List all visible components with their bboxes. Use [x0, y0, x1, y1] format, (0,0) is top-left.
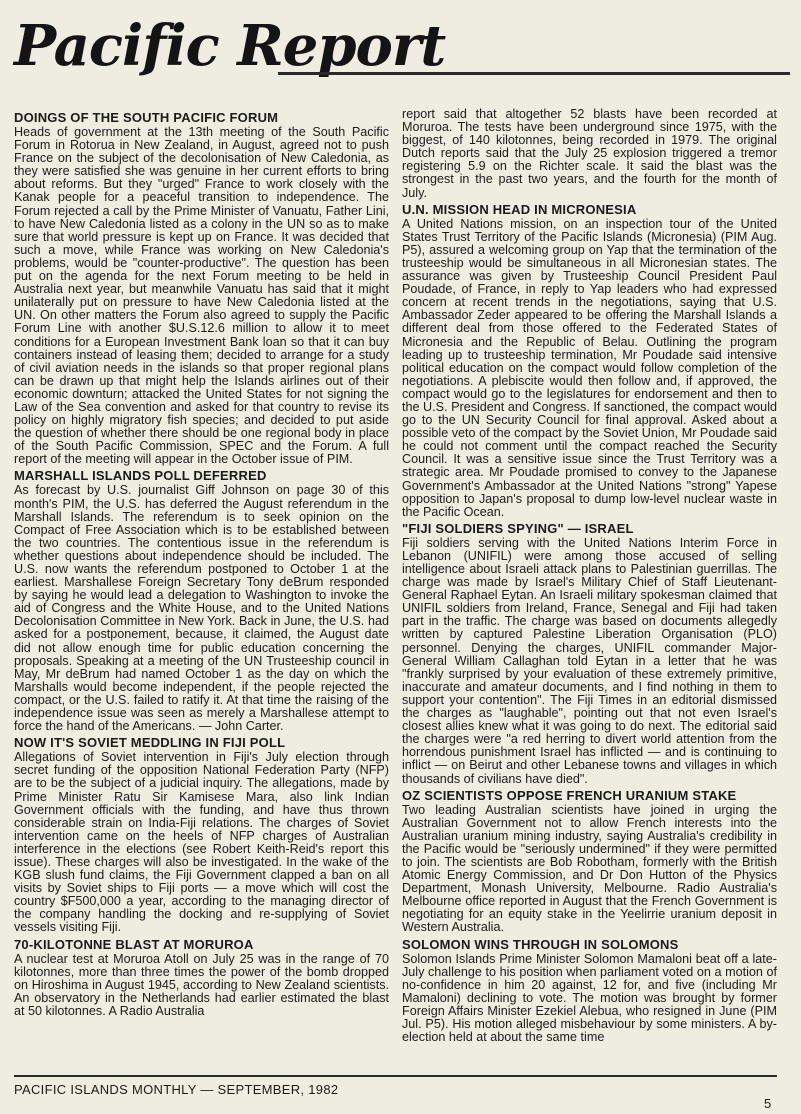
article-headline: U.N. MISSION HEAD IN MICRONESIA	[402, 201, 637, 217]
article-body	[14, 484, 389, 733]
masthead-rule	[278, 72, 790, 75]
article-body	[14, 953, 389, 1018]
right-column	[402, 108, 777, 1066]
article-body	[402, 218, 777, 519]
article-paragraph: Solomon Islands Prime Minister Solomon Mamaloni beat off a late-July challenge to his position when parliament voted on a motion of no-confidence in him 20 against, 12 for, and five (including Mr Mamaloni) declining to vote. The motion was brought by former Foreign Affairs Minister Ezekiel Alebua, who resigned in June (PIM Jul. P5). His motion alleged misbehaviour by some ministers. A by-election held at about the same time	[402, 951, 777, 1045]
article-headline: DOINGS OF THE SOUTH PACIFIC FORUM	[14, 110, 279, 125]
masthead	[10, 12, 790, 102]
article-paragraph: Fiji soldiers serving with the United Nations Interim Force in Lebanon (UNIFIL) were among those accused of selling intelligence about Israeli attack plans to Palestinian guerrillas. The charge was made by Israel's Military Chief of Staff Lieutenant-General Raphael Eytan. An Israeli military spokesman claimed that UNIFIL soldiers from Ireland, France, Senegal and Fiji had taken part in the traffic. The charge was based on documents allegedly written by captured Palestine Liberation Organisation (PLO) personnel. Denying the charges, UNIFIL commander Major-General William Callaghan told Eytan in a letter that he was "frankly surprised by your evaluation of these extremely primitive, inaccurate and amateur documents, and I find nothing in them to support your contention". The Fiji Times in an editorial dismissed the charges as "laughable", pointing out that not even Israel's closest allies knew what it was going to do next. The editorial said the charges were "a red herring to divert world attention from the horrendous punishment Israel has inflicted — and is continuing to inflict — on Beirut and other Lebanese towns and villages in which thousands of civilians have died".	[402, 535, 777, 786]
article	[14, 469, 389, 733]
left-column	[14, 108, 389, 1066]
footer-publication: PACIFIC ISLANDS MONTHLY — SEPTEMBER, 1982	[14, 1082, 339, 1097]
article	[402, 938, 777, 1045]
article	[14, 938, 389, 1018]
article	[402, 203, 777, 519]
article-paragraph: Heads of government at the 13th meeting of the South Pacific Forum in Rotorua in New Zealand, in August, agreed not to push France on the subject of the decolonisation of New Caledonia, as they were satisfied she was genuine in her current efforts to bring about reforms. But they "urged" France to work closely with the Kanak people for a peaceful transition to independence. The Forum rejected a call by the Prime Minister of Vanuatu, Father Lini, to have New Caledonia listed as a colony in the UN so as to make sure that world pressure is kept up on France. It was decided that such a move, while France was working on New Caledonia's problems, would be "counter-productive". The question has been put on the agenda for the next Forum meeting to be held in Australia next year, but meanwhile Vanuatu has said that it might unilaterally put on pressure to have New Caledonia listed at the UN. On other matters the Forum also agreed to supply the Pacific Forum Line with another $U.S.12.6 million to allow it to meet conditions for a European Investment Bank loan so that it can buy containers instead of leasing them; decided to arrange for a study of civil aviation needs in the islands so that proper regional plans can be drawn up that might help the Islands airlines out of their economic downturn; attacked the United States for not signing the Law of the Sea convention and asked for that country to revise its policy on highly migratory fish species; and decided to put aside the question of whether there should be one regional body in place of the South Pacific Commission, SPEC and the Forum. A full report of the meeting will appear in the October issue of PIM.	[14, 125, 389, 467]
article-paragraph: A United Nations mission, on an inspection tour of the United States Trust Territory of the Pacific Islands (Micronesia) (PIM Aug. P5), assured a welcoming group on Yap that the termination of the trusteeship would be simultaneous in all Micronesian states. The assurance was given by Trusteeship Council President Paul Poudade, of France, in reply to Yap leaders who had expressed concern at recent trends in the negotiations, saying that U.S. Ambassador Zeder appeared to be offering the Marshall Islands a different deal from those offered to the Federated States of Micronesia and the Republic of Belau. Outlining the program leading up to trusteeship termination, Mr Poudade said intensive political education on the compact would follow completion of the negotiations. A plebiscite would then follow and, if approved, the compact would go to the legislatures for endorsement and then to the U.S. President and Congress. If sanctioned, the compact would go to the UN Security Council for final approval. Asked about a possible veto of the compact by the Soviet Union, Mr Poudade said he could not comment until the compact reached the Security Council. It was a sensitive issue since the Trust Territory was a strategic area. Mr Poudade promised to convey to the Japanese Government's Ambassador at the United Nations "strong" Yapese opposition to Japan's proposal to dump low-level nuclear waste in the Pacific Ocean.	[402, 216, 777, 519]
article	[402, 789, 777, 935]
page-number: 5	[764, 1096, 772, 1111]
masthead-title: Pacific Report	[14, 13, 446, 79]
article-headline: "FIJI SOLDIERS SPYING" — ISRAEL	[402, 520, 634, 536]
article-paragraph: Two leading Australian scientists have joined in urging the Australian Government not to allow French interests into the Australian uranium mining industry, saying Australia's credibility in the Pacific would be "seriously undermined" if they were permitted to join. The scientists are Bob Robotham, formerly with the British Atomic Energy Commission, and Dr Don Hutton of the Physics Department, Monash University, Melbourne. Radio Australia's Melbourne office reported in August that the French Government is negotiating for an equity stake in the Yeelirrie uranium deposit in Western Australia.	[402, 802, 777, 935]
article-paragraph: As forecast by U.S. journalist Giff Johnson on page 30 of this month's PIM, the U.S. has deferred the August referendum in the Marshall Islands. The referendum is to seek opinion on the Compact of Free Association which is to be established between the two countries. The contentious issue in the referendum is whether questions about independence should be included. The U.S. now wants the referendum postponed to October 1 at the earliest. Marshallese Foreign Secretary Tony deBrum responded by saying he would lead a delegation to Washington to invoke the aid of Congress and the White House, and to the United Nations Decolonisation Committee in New York. Back in June, the U.S. had asked for a postponement, because, it claimed, the August date did not allow enough time for public education concerning the proposals. Speaking at a meeting of the UN Trusteeship council in May, Mr deBrum had named October 1 as the day on which the Marshalls would become independent, if the people rejected the compact, or the U.S. failed to ratify it. At that time the raising of the independence issue was seen as merely a Marshallese attempt to force the hand of the Americans. — John Carter.	[14, 483, 389, 734]
article	[14, 111, 389, 466]
article-headline: 70-KILOTONNE BLAST AT MORUROA	[14, 936, 254, 952]
article-body	[14, 751, 389, 934]
footer-rule	[14, 1075, 777, 1077]
article-paragraph: A nuclear test at Moruroa Atoll on July 25 was in the range of 70 kilotonnes, more than three times the power of the bomb dropped on Hiroshima in August 1945, according to New Zealand scientists. An observatory in the Netherlands had earlier estimated the blast at 50 kilotonnes. A Radio Australia	[14, 951, 389, 1018]
article-body	[402, 537, 777, 786]
article-body	[402, 804, 777, 935]
article-continuation	[402, 108, 777, 200]
article-paragraph: report said that altogether 52 blasts have been recorded at Moruroa. The tests have been underground since 1975, with the biggest, of 140 kilotonnes, being recorded in 1979. The original Dutch reports said that the July 25 explosion triggered a tremor registering 5.9 on the Richter scale. It said the blast was the strongest in the past two years, and the fourth for the month of July.	[402, 108, 777, 200]
article-headline: NOW IT'S SOVIET MEDDLING IN FIJI POLL	[14, 735, 286, 751]
article	[14, 736, 389, 934]
article-body	[14, 126, 389, 466]
article-paragraph: Allegations of Soviet intervention in Fiji's July election through secret funding of the opposition National Federation Party (NFP) are to be the subject of a judicial inquiry. The allegations, made by Prime Minister Ratu Sir Kamisese Mara, also link Indian Government officials with the funding, and have thus thrown considerable strain on India-Fiji relations. The charges of Soviet intervention came on the heels of NFP charges of Australian interference in the elections (see Robert Keith-Reid's report this issue). These charges will also be investigated. In the wake of the KGB slush fund claims, the Fiji Government clapped a ban on all visits by Soviet ships to Fiji ports — a move which will cost the country $F500,000 a year, according to the managing director of the company handling the docking and re-supplying of Soviet vessels visiting Fiji.	[14, 750, 389, 935]
article-headline: MARSHALL ISLANDS POLL DEFERRED	[14, 468, 267, 484]
article	[402, 522, 777, 786]
article-headline: OZ SCIENTISTS OPPOSE FRENCH URANIUM STAKE	[402, 787, 737, 803]
article-headline: SOLOMON WINS THROUGH IN SOLOMONS	[402, 936, 679, 952]
article-body	[402, 108, 777, 200]
article-body	[402, 953, 777, 1045]
